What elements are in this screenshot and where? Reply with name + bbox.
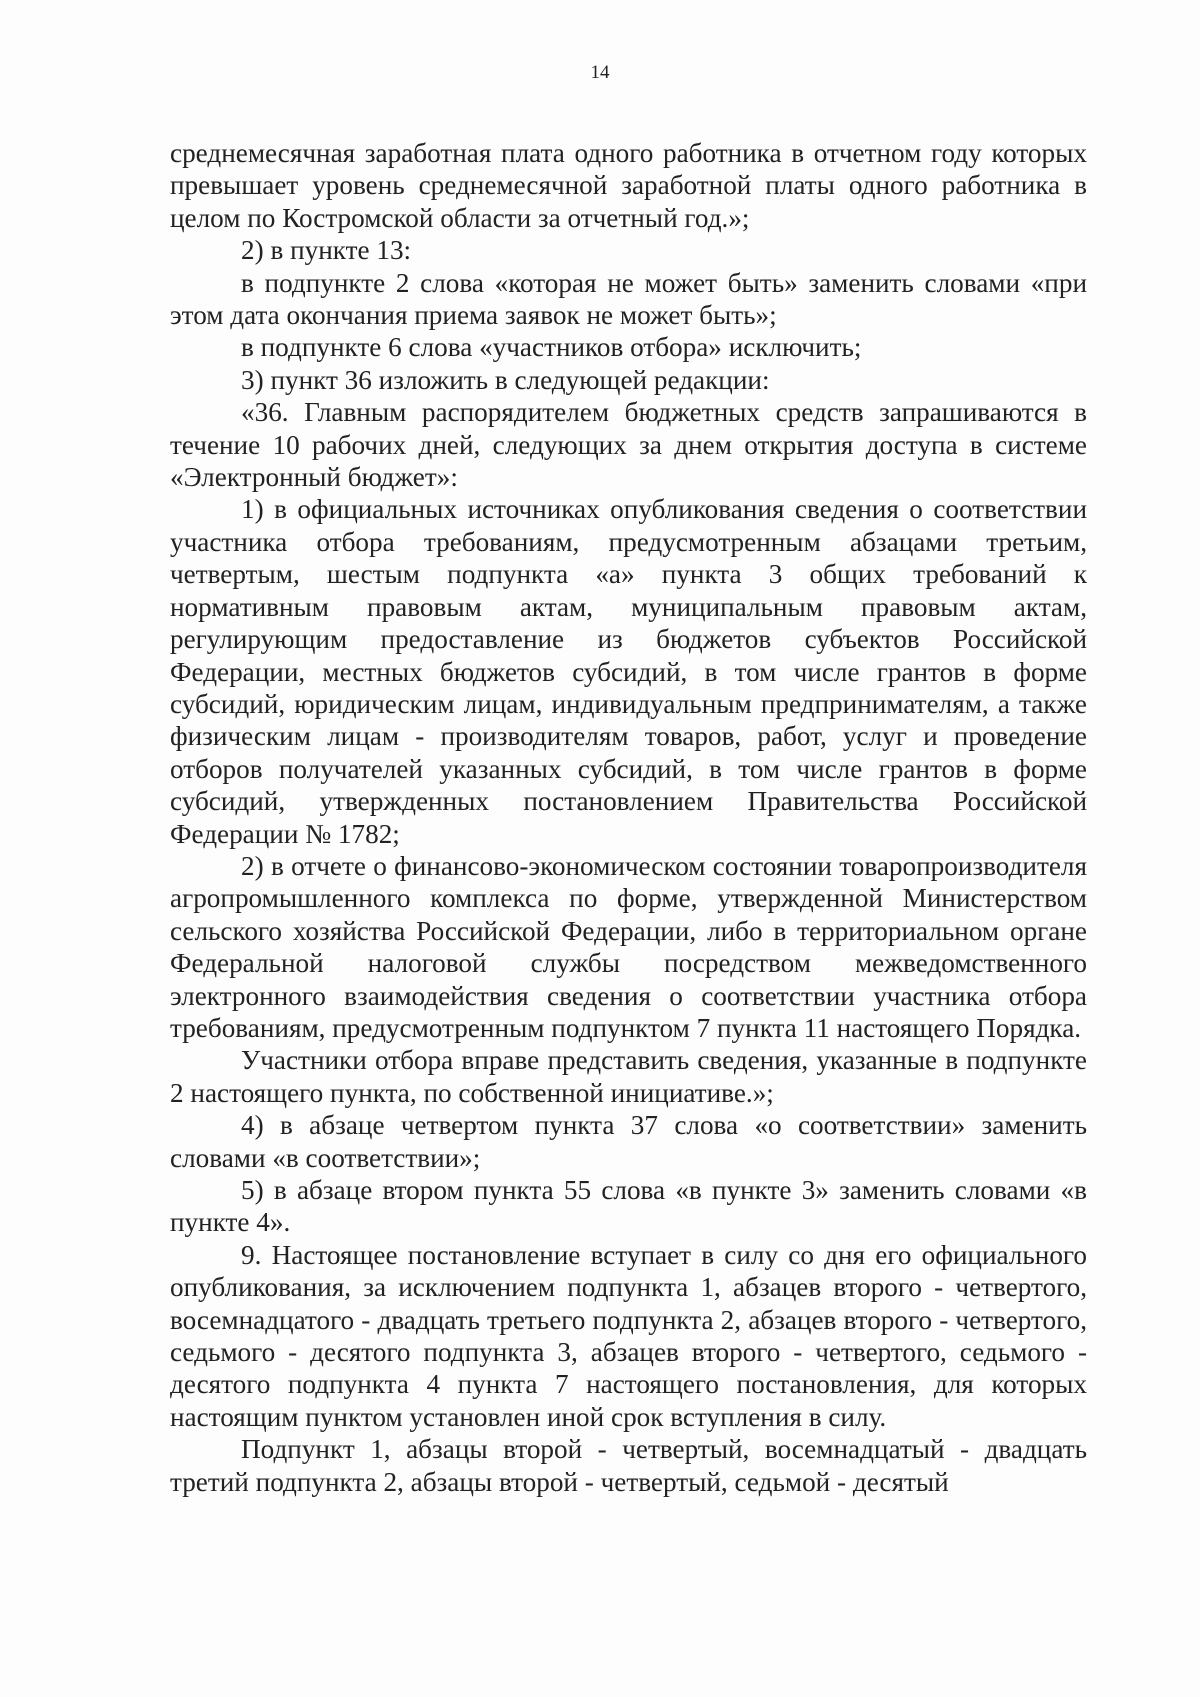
paragraph: Подпункт 1, абзацы второй - четвертый, восемнадцатый - двадцать третий подпункта 2, абзацы второй - четвертый, седьмой - десятый (170, 1434, 1087, 1497)
paragraph: 1) в официальных источниках опубликования сведения о соответствии участника отбора требованиям, предусмотренным абзацами третьим, четвертым, шестым подпункта «а» пункта 3 общих требований к нормативным правовым актам, муниципальным правовым актам, регулирующим предоставление из бюджетов субъектов Российской Федерации, местных бюджетов субсидий, в том числе грантов в форме субсидий, юридическим лицам, индивидуальным предпринимателям, а также физическим лицам - производителям товаров, работ, услуг и проведение отборов получателей указанных субсидий, в том числе грантов в форме субсидий, утвержденных постановлением Правительства Российской Федерации № 1782; (170, 494, 1087, 849)
paragraph: 5) в абзаце втором пункта 55 слова «в пункте 3» заменить словами «в пункте 4». (170, 1175, 1087, 1238)
paragraph: 3) пункт 36 изложить в следующей редакции: (241, 364, 770, 395)
paragraph: в подпункте 6 слова «участников отбора» исключить; (241, 332, 862, 363)
paragraph: «36. Главным распорядителем бюджетных средств запрашиваются в течение 10 рабочих дней, следующих за днем открытия доступа в системе «Электронный бюджет»: (170, 397, 1087, 493)
paragraph: 2) в отчете о финансово-экономическом состоянии товаропроизводителя агропромышленного комплекса по форме, утвержденной Министерством сельского хозяйства Российской Федерации, либо в территориальном органе Федеральной налоговой службы посредством межведомственного электронного взаимодействия сведения о соответствии участника отбора требованиям, предусмотренным подпунктом 7 пункта 11 настоящего Порядка. (170, 850, 1087, 1043)
paragraph-continuation: среднемесячная заработная плата одного работника в отчетном году которых превышает уровень среднемесячной заработной платы одного работника в целом по Костромской области за отчетный год.»; (170, 138, 1087, 233)
paragraph: Участники отбора вправе представить сведения, указанные в подпункте 2 настоящего пункта, по собственной инициативе.»; (170, 1045, 1087, 1108)
paragraph: 2) в пункте 13: (241, 235, 412, 266)
paragraph: 4) в абзаце четвертом пункта 37 слова «о соответствии» заменить словами «в соответствии»; (170, 1110, 1087, 1173)
paragraph: в подпункте 2 слова «которая не может быть» заменить словами «при этом дата окончания приема заявок не может быть»; (170, 267, 1087, 331)
document-body (170, 137, 1087, 1498)
page-number: 14 (590, 62, 610, 83)
paragraph: 9. Настоящее постановление вступает в силу со дня его официального опубликования, за исключением подпункта 1, абзацев второго - четвертого, восемнадцатого - двадцать третьего подпункта 2, абзацев второго - четвертого, седьмого - десятого подпункта 3, абзацев второго - четвертого, седьмого - десятого подпункта 4 пункта 7 настоящего постановления, для которых настоящим пунктом установлен иной срок вступления в силу. (170, 1239, 1087, 1432)
